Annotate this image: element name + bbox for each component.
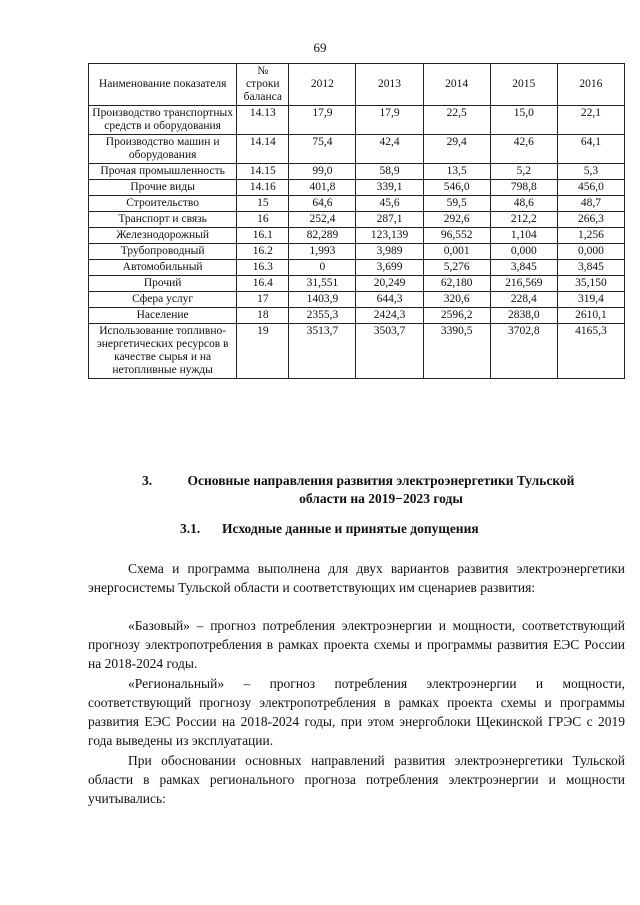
row-value: 13,5	[423, 164, 490, 180]
row-balance-line: 17	[237, 292, 289, 308]
row-value: 64,1	[557, 135, 624, 164]
row-value: 0,000	[490, 244, 557, 260]
page-number: 69	[313, 40, 327, 55]
row-value: 4165,3	[557, 324, 624, 379]
row-value: 3,845	[557, 260, 624, 276]
section-3-title: Основные направления развития электроэнергетики Тульской области на 2019−2023 годы	[187, 473, 575, 506]
row-balance-line: 19	[237, 324, 289, 379]
table-row	[89, 106, 625, 135]
row-value: 3,699	[356, 260, 423, 276]
row-value: 17,9	[289, 106, 356, 135]
paragraph-2-text: «Базовый» – прогноз потребления электроэнергии и мощности, соответствующий прогнозу электропотребления в рамках проекта схемы и программы развития ЕЭС России на 2018-2024 годы.	[88, 618, 625, 671]
row-indicator-name: Строительство	[89, 196, 237, 212]
header-year-2016: 2016	[557, 64, 624, 106]
row-indicator-name: Прочая промышленность	[89, 164, 237, 180]
row-value: 99,0	[289, 164, 356, 180]
paragraph-2	[88, 616, 625, 673]
row-value: 45,6	[356, 196, 423, 212]
row-indicator-name: Сфера услуг	[89, 292, 237, 308]
row-value: 2838,0	[490, 308, 557, 324]
paragraph-4	[88, 751, 625, 808]
row-value: 339,1	[356, 180, 423, 196]
row-value: 1403,9	[289, 292, 356, 308]
row-value: 48,6	[490, 196, 557, 212]
table-row	[89, 212, 625, 228]
row-value: 59,5	[423, 196, 490, 212]
row-value: 216,569	[490, 276, 557, 292]
row-value: 3,845	[490, 260, 557, 276]
row-value: 75,4	[289, 135, 356, 164]
row-balance-line: 16.3	[237, 260, 289, 276]
table-row	[89, 164, 625, 180]
section-3-1-number: 3.1.	[180, 521, 201, 536]
row-value: 58,9	[356, 164, 423, 180]
row-value: 22,5	[423, 106, 490, 135]
row-value: 0,000	[557, 244, 624, 260]
row-balance-line: 16	[237, 212, 289, 228]
row-indicator-name: Прочий	[89, 276, 237, 292]
row-value: 3702,8	[490, 324, 557, 379]
row-balance-line: 16.1	[237, 228, 289, 244]
table-row	[89, 308, 625, 324]
row-balance-line: 16.4	[237, 276, 289, 292]
row-value: 64,6	[289, 196, 356, 212]
row-value: 546,0	[423, 180, 490, 196]
row-value: 2610,1	[557, 308, 624, 324]
paragraph-1-text: Схема и программа выполнена для двух вариантов развития электроэнергетики энергосистемы Тульской области и соответствующих им сценариев развития:	[88, 561, 625, 595]
row-value: 1,104	[490, 228, 557, 244]
row-balance-line: 18	[237, 308, 289, 324]
table-row	[89, 228, 625, 244]
row-value: 252,4	[289, 212, 356, 228]
row-value: 0,001	[423, 244, 490, 260]
row-value: 798,8	[490, 180, 557, 196]
row-value: 35,150	[557, 276, 624, 292]
row-value: 42,4	[356, 135, 423, 164]
table-row	[89, 135, 625, 164]
header-indicator-name: Наименование показателя	[89, 64, 237, 106]
row-value: 1,256	[557, 228, 624, 244]
table-row	[89, 180, 625, 196]
table-row	[89, 196, 625, 212]
row-value: 96,552	[423, 228, 490, 244]
row-value: 3390,5	[423, 324, 490, 379]
row-balance-line: 15	[237, 196, 289, 212]
row-balance-line: 14.15	[237, 164, 289, 180]
table-row	[89, 276, 625, 292]
row-value: 401,8	[289, 180, 356, 196]
row-value: 1,993	[289, 244, 356, 260]
row-balance-line: 14.14	[237, 135, 289, 164]
row-value: 5,2	[490, 164, 557, 180]
header-year-2012: 2012	[289, 64, 356, 106]
row-value: 5,3	[557, 164, 624, 180]
row-value: 3,989	[356, 244, 423, 260]
row-value: 2596,2	[423, 308, 490, 324]
table-row	[89, 260, 625, 276]
table-header-row	[89, 64, 625, 106]
table-body	[89, 106, 625, 379]
row-value: 3503,7	[356, 324, 423, 379]
row-value: 319,4	[557, 292, 624, 308]
header-year-2014: 2014	[423, 64, 490, 106]
row-value: 22,1	[557, 106, 624, 135]
row-indicator-name: Прочие виды	[89, 180, 237, 196]
row-value: 2355,3	[289, 308, 356, 324]
row-value: 0	[289, 260, 356, 276]
row-value: 31,551	[289, 276, 356, 292]
row-indicator-name: Трубопроводный	[89, 244, 237, 260]
row-value: 20,249	[356, 276, 423, 292]
row-value: 42,6	[490, 135, 557, 164]
row-balance-line: 14.16	[237, 180, 289, 196]
paragraph-4-text: При обосновании основных направлений развития электроэнергетики Тульской области в рамках регионального прогноза потребления электроэнергии и мощности учитывались:	[88, 753, 625, 806]
row-value: 228,4	[490, 292, 557, 308]
row-value: 123,139	[356, 228, 423, 244]
paragraph-3	[88, 674, 625, 750]
header-year-2015: 2015	[490, 64, 557, 106]
row-indicator-name: Транспорт и связь	[89, 212, 237, 228]
energy-balance-table	[88, 63, 625, 379]
row-indicator-name: Производство машин и оборудования	[89, 135, 237, 164]
row-indicator-name: Население	[89, 308, 237, 324]
row-value: 2424,3	[356, 308, 423, 324]
row-balance-line: 14.13	[237, 106, 289, 135]
section-3-number: 3.	[142, 473, 153, 488]
row-indicator-name: Производство транспортных средств и оборудования	[89, 106, 237, 135]
row-value: 29,4	[423, 135, 490, 164]
row-value: 292,6	[423, 212, 490, 228]
row-indicator-name: Железнодорожный	[89, 228, 237, 244]
row-value: 82,289	[289, 228, 356, 244]
table-row	[89, 292, 625, 308]
paragraph-3-text: «Региональный» – прогноз потребления электроэнергии и мощности, соответствующий прогнозу электропотребления в рамках проекта схемы и программы развития ЕЭС России на 2018-2024 годы, при этом энергоблоки Щекинской ГРЭС с 2019 года выведены из эксплуатации.	[88, 676, 625, 748]
row-value: 266,3	[557, 212, 624, 228]
table-row	[89, 244, 625, 260]
row-value: 15,0	[490, 106, 557, 135]
row-value: 3513,7	[289, 324, 356, 379]
section-3-1-title: Исходные данные и принятые допущения	[222, 521, 479, 536]
header-balance-line: № строки баланса	[237, 64, 289, 106]
row-indicator-name: Использование топливно-энергетических ресурсов в качестве сырья и на нетопливные нужды	[89, 324, 237, 379]
row-value: 48,7	[557, 196, 624, 212]
row-balance-line: 16.2	[237, 244, 289, 260]
row-value: 62,180	[423, 276, 490, 292]
paragraph-1	[88, 559, 625, 597]
row-value: 5,276	[423, 260, 490, 276]
row-value: 320,6	[423, 292, 490, 308]
header-year-2013: 2013	[356, 64, 423, 106]
row-value: 212,2	[490, 212, 557, 228]
row-value: 17,9	[356, 106, 423, 135]
row-indicator-name: Автомобильный	[89, 260, 237, 276]
row-value: 456,0	[557, 180, 624, 196]
row-value: 287,1	[356, 212, 423, 228]
row-value: 644,3	[356, 292, 423, 308]
table-row	[89, 324, 625, 379]
